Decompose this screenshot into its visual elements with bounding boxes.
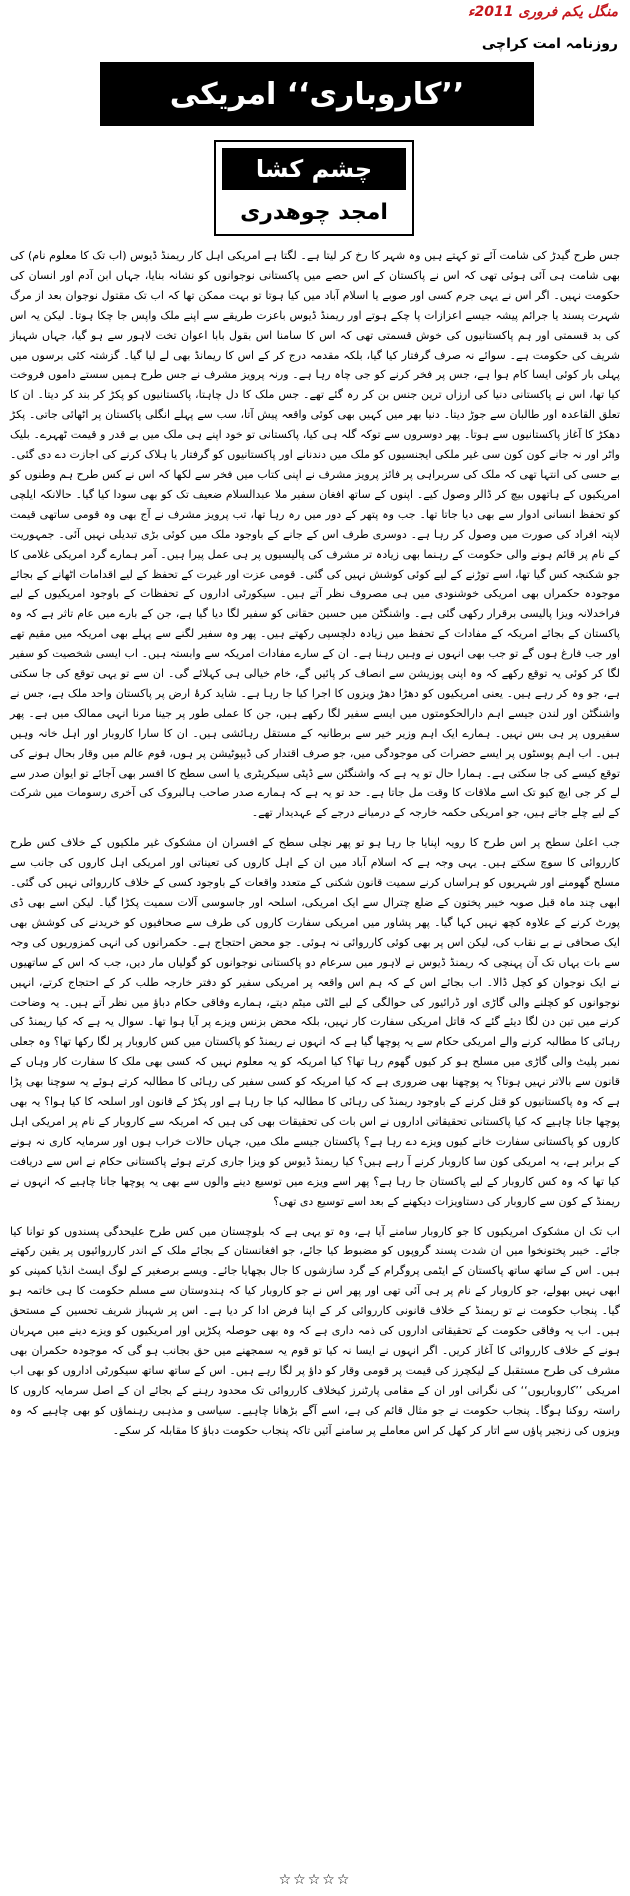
article-paragraph: جب اعلیٰ سطح پر اس طرح کا رویہ اپنایا جا رہا ہو تو پھر نچلی سطح کے افسران ان مشکوک غیر ملکیوں کے خلاف کس طرح کارروائی کا سوچ سکتے ہیں۔ یہی وجہ ہے کہ اسلام آباد میں ان کے اہل کاروں کی تعیناتی اور امریکی اہل کاروں کی جانب سے مسلح گھومنے اور شہریوں کو ہراساں کرنے سمیت قانون شکنی کے متعدد واقعات کے باوجود کسی کے خلاف کارروائی نہیں کی گئی۔ ابھی چند ماہ قبل صوبہ خیبر پختون کے ضلع چترال سے ایک امریکی، اسلحہ اور جاسوسی آلات سمیت پکڑا گیا۔ لیکن اسے بھی ڈی پورٹ کرنے کے علاوہ کچھ نہیں کہا گیا۔ پھر پشاور میں امریکی سفارت کاروں کی طرف سے صحافیوں کو خریدنے کی کوشش بھی ایک صحافی نے بے نقاب کی، لیکن اس پر بھی کوئی کارروائی نہ ہوئی۔ جو محض احتجاج ہے۔ حکمرانوں کی انہی کمزوریوں کی وجہ سے بات یہاں تک آن پہنچی کہ ریمنڈ ڈیوس نے لاہور میں سرعام دو پاکستانی نوجوانوں کو گولیاں مار دیں، جب کہ اس کے ساتھیوں نے ایک نوجوان کو کچل ڈالا۔ اب بجائے اس کے کہ ہم اس واقعہ پر امریکی سفیر کو دفتر خارجہ طلب کر کے احتجاج کرتے، انہیں نوجوانوں کو کچلنے والی گاڑی اور ڈرائیور کی حوالگی کے لیے الٹی میٹم دیتے، ہمارے وفاقی حکام دباؤ میں نظر آتے ہیں۔ یہ وضاحت کرنے میں تین دن لگا دیئے گئے کہ قاتل امریکی سفارت کار نہیں، بلکہ محض بزنس ویزے پر آیا ہوا تھا۔ سوال یہ ہے کہ کیا ریمنڈ کی رہائی کا مطالبہ کرنے والے امریکی حکام سے یہ پوچھا گیا ہے کہ انہوں نے ریمنڈ کو پاکستان میں کس کاروبار پر لگا رکھا تھا؟ وہ جعلی نمبر پلیٹ والی گاڑی میں مسلح ہو کر کیوں گھوم رہا تھا؟ کیا امریکہ کو یہ معلوم نہیں کہ کسی بھی ملک کا سفارت کار وہاں کے قانون سے بالاتر نہیں ہوتا؟ یہ پوچھنا بھی ضروری ہے کہ کیا امریکہ کو کسی سفیر کی رہائی کا مطالبہ کرتے ہوئے یہ سوچنا بھی پڑا ہے کہ وہ پاکستانیوں کو قتل کرنے کے باوجود ریمنڈ کی رہائی کا مطالبہ کیا جا رہا ہے اور پکڑ کے قانون اور اسلحہ کا کیا ہوا؟ یہ بھی پوچھا جانا چاہیے کہ کیا پاکستانی تحقیقاتی اداروں نے اس بات کی تحقیقات بھی کی ہیں کہ امریکہ سے کاروبار کے نام پر امریکی اہل کاروں کو پاکستانی سفارت خانے کیوں ویزے دے رہا ہے؟ پاکستان جیسے ملک میں، جہاں حالات خراب ہوں اور سرمایہ کاری نہ ہونے کے برابر ہے، یہ امریکی کون سا کاروبار کرنے آ رہے ہیں؟ کیا ریمنڈ ڈیوس کو ویزا جاری کرتے ہوئے پاکستانی حکام نے اس سے دریافت کیا تھا کہ وہ کس کاروبار کے لیے پاکستان جا رہا ہے؟ پھر اسے ویزے میں توسیع دینے والوں سے بھی یہ پوچھا جانا چاہیے کہ انہوں نے ریمنڈ کے کون سے کاروبار کی دستاویزات دیکھنے کے بعد اسے توسیع دی تھی؟ [10,836,620,1208]
column-name: چشم کشا [222,148,406,190]
end-stars: ☆☆☆☆☆ [278,1872,352,1888]
article-paragraph: اب تک ان مشکوک امریکیوں کا جو کاروبار سامنے آیا ہے، وہ تو یہی ہے کہ بلوچستان میں کس طرح علیحدگی پسندوں کو توانا کیا جائے۔ خیبر پختونخوا میں ان شدت پسند گروپوں کو مضبوط کیا جائے، جو افغانستان کے بجائے ملک کے اندر کارروائیوں پر یقین رکھتے ہیں۔ اس کے ساتھ ساتھ پاکستان کے ایٹمی پروگرام کے گرد سازشوں کا جال بچھایا جائے۔ ویسے برصغیر کے لوگ ایسٹ انڈیا کمپنی کو ابھی نہیں بھولے، جو کاروبار کے نام پر ہی آئی تھی اور پھر اس نے جو کاروبار کیا کہ ہندوستان سے مسلم حکومت کا ہی خاتمہ ہو گیا۔ پنجاب حکومت نے تو ریمنڈ کے خلاف قانونی کارروائی کر کے اپنا فرض ادا کر دیا ہے۔ اس پر شہباز شریف تحسین کے مستحق ہیں۔ اب یہ وفاقی حکومت کے تحقیقاتی اداروں کی ذمہ داری ہے کہ وہ بھی حوصلہ پکڑیں اور امریکیوں کو ویزے دینے میں مہربان ہونے کے خلاف کارروائی کا آغاز کریں۔ اگر انہوں نے ایسا نہ کیا تو قوم یہ سمجھنے میں حق بجانب ہو گی کہ موجودہ حکمران بھی مشرف کی طرح مستقبل کے لیکچرز کی قیمت پر قومی وقار کو داؤ پر لگا رہے ہیں۔ اس کے ساتھ ساتھ سیکورٹی اداروں کو بھی اب امریکی ’’کاروباریوں‘‘ کی نگرانی اور ان کے مقامی پارٹنرز کیخلاف کارروائی تک محدود رہنے کے بجائے ان کے اصل سرمایہ کاروں کا راستہ روکنا ہوگا۔ پنجاب حکومت نے جو مثال قائم کی ہے، اسے آگے بڑھانا چاہیے۔ سیاسی و مذہبی رہنماؤں کو بھی چاہیے کہ وہ ویزوں کی زنجیر پاؤں سے اتار کر کھل کر اس معاملے پر سامنے آئیں تاکہ پنجاب حکومت دباؤ کا مقابلہ کر سکے۔ [10,1224,620,1437]
publication-date: منگل یکم فروری 2011ء [467,4,618,20]
article-body [10,246,620,1450]
article-headline: ’’کاروباری‘‘ امریکی [100,62,534,126]
column-badge [214,140,414,236]
article-paragraph: جس طرح گیدڑ کی شامت آئے تو کہتے ہیں وہ شہر کا رخ کر لیتا ہے۔ لگتا ہے امریکی اہل کار ریمنڈ ڈیوس (اب تک کا معلوم نام) کی بھی شامت ہی آئی ہوئی تھی کہ اس نے پاکستان کے اس حصے میں پاکستانی نوجوانوں کو نشانہ بنایا، جہاں ابن آدم اور انسان کی حکومت نہیں۔ اگر اس نے یہی جرم کسی اور صوبے یا اسلام آباد میں کیا ہوتا تو بہت ممکن تھا کہ اب تک مقتول نوجوان بعد از مرگ شہرت پسند یا جرائم پیشہ جیسے اعزازات پا چکے ہوتے اور ریمنڈ ڈیوس باعزت طریقے سے اپنے ملک واپس جا چکا ہوتا۔ لیکن یہ اس کی بد قسمتی اور ہم پاکستانیوں کی خوش قسمتی تھی کہ اس کا سامنا اس بقول بابا اعوان تخت لاہور سے ہو گیا، جہاں شہباز شریف کی حکومت ہے۔ سوائے نہ صرف گرفتار کیا گیا، بلکہ مقدمہ درج کر کے اس کا ریمانڈ بھی لے لیا گیا۔ گزشتہ کئی برسوں میں پہلی بار کوئی ایسا کام ہوا ہے، جس پر فخر کرنے کو جی چاہ رہا ہے۔ ورنہ پرویز مشرف نے جس طرح ہمیں سستے داموں فروخت کیا تھا، اس نے پاکستانی دنیا کی ارزاں ترین جنس بن کر رہ گئے تھے۔ جس ملک کا دل چاہتا، پاکستانیوں کو پکڑ کر بند کر دیتا۔ ان کا تعلق القاعدہ اور طالبان سے جوڑ دیتا۔ دنیا بھر میں کہیں بھی کوئی واقعہ پیش آتا، سب سے پہلے انگلی پاکستان پر اٹھائی جاتی۔ پکڑ دھکڑ کا آغاز پاکستانیوں سے ہوتا۔ پھر دوسروں سے توکہ گلہ ہی کیا، پاکستانی تو خود اپنے ہی ملک میں بے قدر و قیمت ٹھہرے۔ بلیک واٹر اور نہ جانے کون کون سی غیر ملکی ایجنسیوں کو ملک میں دندنانے اور پاکستانیوں کو گرفتار یا ہلاک کرنے کی اجازت دے دی گئی۔ بے حسی کی انتہا تھی کہ ملک کی سربراہی پر فائز پرویز مشرف نے اپنی کتاب میں فخر سے لکھا کہ اس نے کس طرح ہم وطنوں کو امریکیوں کے ہاتھوں بیچ کر ڈالر وصول کیے۔ اپنوں کے ساتھ افغان سفیر ملا عبدالسلام ضعیف تک کو بھی سودا کیا گیا۔ حالانکہ ایلچی کو تحفظ انسانی ادوار سے بھی دیا جاتا تھا۔ جب وہ پتھر کے دور میں رہ رہا تھا، تب پرویز مشرف نے آج بھی وہ قومی ساتھی قیمت لاپتہ افراد کی صورت میں وصول کر رہا ہے۔ دوسری طرف اس کے جانے کے باوجود ملک میں کوئی بڑی تبدیلی نہیں آئی۔ جمہوریت کے نام پر قائم ہونے والی حکومت کے رہنما بھی زیادہ تر مشرف کی پالیسیوں پر ہی عمل پیرا ہیں۔ آمر ہمارے گرد امریکی غلامی کا جو شکنجہ کس گیا تھا، اسے توڑنے کے لیے کوئی کوشش نہیں کی گئی۔ قومی عزت اور غیرت کے تحفظ کے لیے اقدامات اٹھانے کے بجائے موجودہ حکمراں بھی امریکی خوشنودی میں ہی مصروف نظر آتے ہیں۔ سیکورٹی اداروں کے تحفظات کے باوجود امریکیوں کے لیے فراخدلانہ ویزا پالیسی برقرار رکھی گئی ہے۔ واشنگٹن میں حسین حقانی کو سفیر لگا دیا گیا ہے، جن کے بارے میں عام تاثر ہے کہ وہ پاکستان کے بجائے امریکہ کے مفادات کے تحفظ میں زیادہ دلچسپی رکھتے ہیں۔ پھر وہ سفیر لگنے سے پہلے بھی امریکہ میں مقیم تھے اور جب فارغ ہوں گے تو جب بھی انہوں نے وہیں رہنا ہے۔ ان کے سارے مفادات امریکہ سے وابستہ ہیں۔ اب ایسی شخصیت کو سفیر لگا کر کوئی یہ توقع رکھے کہ وہ اپنی پوزیشن سے انصاف کر پائیں گے، خام خیالی ہی کہلائے گی۔ ان سے تو یہی توقع کی جا سکتی ہے، جو وہ کر رہے ہیں۔ یعنی امریکیوں کو دھڑا دھڑ ویزوں کا اجرا کیا جا رہا ہے۔ شاید کرۂ ارض پر پاکستان واحد ملک ہے، جس نے واشنگٹن اور لندن جیسے اہم دارالحکومتوں میں ایسے سفیر لگا رکھے ہیں، جن کا عملی طور پر جینا مرنا انہی ممالک میں ہے۔ پھر سفیروں پر ہی بس نہیں۔ ہمارے ایک اہم وزیر خیر سے برطانیہ کے مستقل رہائشی ہیں۔ ان کا سارا کاروبار اور اہل خانہ وہیں ہیں۔ اب اہم پوسٹوں پر ایسے حضرات کی موجودگی میں، جو صرف اقتدار کی ڈیپوٹیشن پر ہوں، قوم عالم میں وقار بحال ہونے کی توقع کیسے کی جا سکتی ہے۔ ہمارا حال تو یہ ہے کہ واشنگٹن سے ڈپٹی سیکریٹری یا اسی سطح کا افسر بھی آجائے تو ایوان صدر سے لے کر جی ایچ کیو تک اسے ملاقات کا وقت مل جاتا ہے۔ حد تو یہ ہے کہ ہمارے صدر صاحب ہالبروک کی آخری رسومات میں شرکت کے لیے چلے جاتے ہیں، جو امریکی حکمہ خارجہ کے درمیانے درجے کے عہدیدار تھے۔ [10,249,620,820]
column-author: امجد چوھدری [240,199,388,225]
newspaper-source: روزنامہ امت کراچی [481,36,618,52]
